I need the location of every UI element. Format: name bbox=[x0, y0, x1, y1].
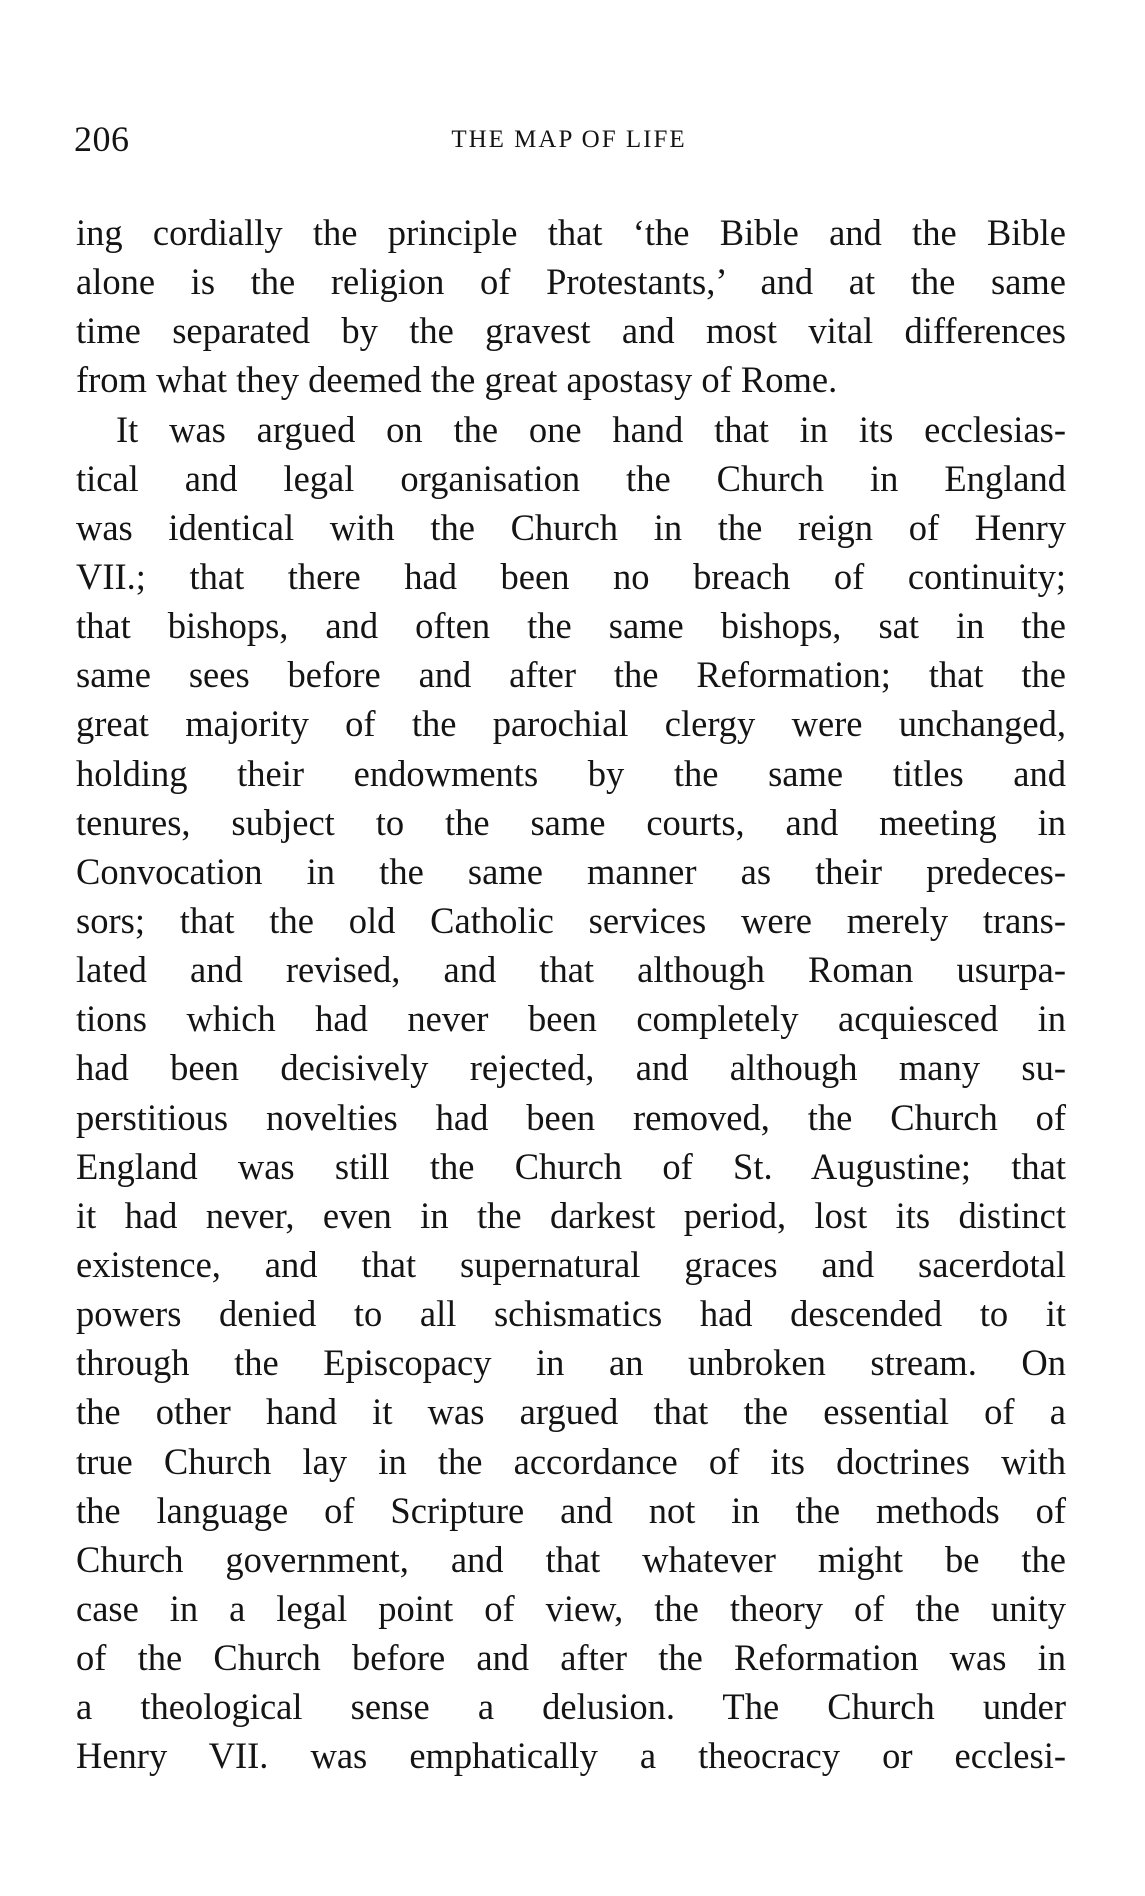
text-line: holding their endowments by the same titles and bbox=[76, 752, 1066, 794]
text-line: the language of Scripture and not in the methods of bbox=[76, 1489, 1066, 1531]
text-line: same sees before and after the Reformation; that the bbox=[76, 654, 1066, 696]
text-line: tical and legal organisation the Church in England bbox=[76, 457, 1066, 499]
text-line: case in a legal point of view, the theory of the unity bbox=[76, 1587, 1066, 1629]
text-line: Church government, and that whatever might be the bbox=[76, 1538, 1066, 1580]
text-line: Convocation in the same manner as their predeces- bbox=[76, 850, 1066, 892]
text-line: was identical with the Church in the reign of Henry bbox=[76, 506, 1066, 548]
page-number: 206 bbox=[74, 119, 130, 159]
text-line: VII.; that there had been no breach of continuity; bbox=[76, 555, 1066, 597]
text-line: that bishops, and often the same bishops, sat in the bbox=[76, 605, 1066, 647]
text-line: from what they deemed the great apostasy of Rome. bbox=[76, 359, 838, 401]
text-line: lated and revised, and that although Roman usurpa- bbox=[76, 949, 1066, 991]
text-line: Henry VII. was emphatically a theocracy or ecclesi- bbox=[76, 1735, 1066, 1777]
text-line: powers denied to all schismatics had descended to it bbox=[76, 1293, 1066, 1335]
text-line: tenures, subject to the same courts, and meeting in bbox=[76, 801, 1066, 843]
text-line: it had never, even in the darkest period, lost its distinct bbox=[76, 1194, 1066, 1236]
text-line: a theological sense a delusion. The Church under bbox=[76, 1686, 1066, 1728]
text-line: It was argued on the one hand that in its ecclesias- bbox=[116, 408, 1066, 450]
text-line: existence, and that supernatural graces and sacerdotal bbox=[76, 1243, 1066, 1285]
text-line: ing cordially the principle that ‘the Bible and the Bible bbox=[76, 212, 1066, 253]
text-line: through the Episcopacy in an unbroken stream. On bbox=[76, 1342, 1066, 1384]
text-line: true Church lay in the accordance of its doctrines with bbox=[76, 1440, 1066, 1482]
text-line: tions which had never been completely acquiesced in bbox=[76, 998, 1066, 1040]
text-line: England was still the Church of St. Augustine; that bbox=[76, 1145, 1066, 1187]
text-line: perstitious novelties had been removed, the Church of bbox=[76, 1096, 1066, 1138]
text-line: of the Church before and after the Reformation was in bbox=[76, 1637, 1066, 1679]
page-header bbox=[74, 118, 1064, 168]
body-text bbox=[76, 208, 1066, 1781]
text-line: had been decisively rejected, and although many su- bbox=[76, 1047, 1066, 1089]
text-line: time separated by the gravest and most vital differences bbox=[76, 310, 1066, 352]
text-line: the other hand it was argued that the essential of a bbox=[76, 1391, 1066, 1433]
running-title: THE MAP OF LIFE bbox=[451, 126, 687, 153]
text-line: great majority of the parochial clergy were unchanged, bbox=[76, 703, 1066, 745]
text-line: alone is the religion of Protestants,’ and at the same bbox=[76, 261, 1066, 303]
text-line: sors; that the old Catholic services were merely trans- bbox=[76, 899, 1066, 941]
